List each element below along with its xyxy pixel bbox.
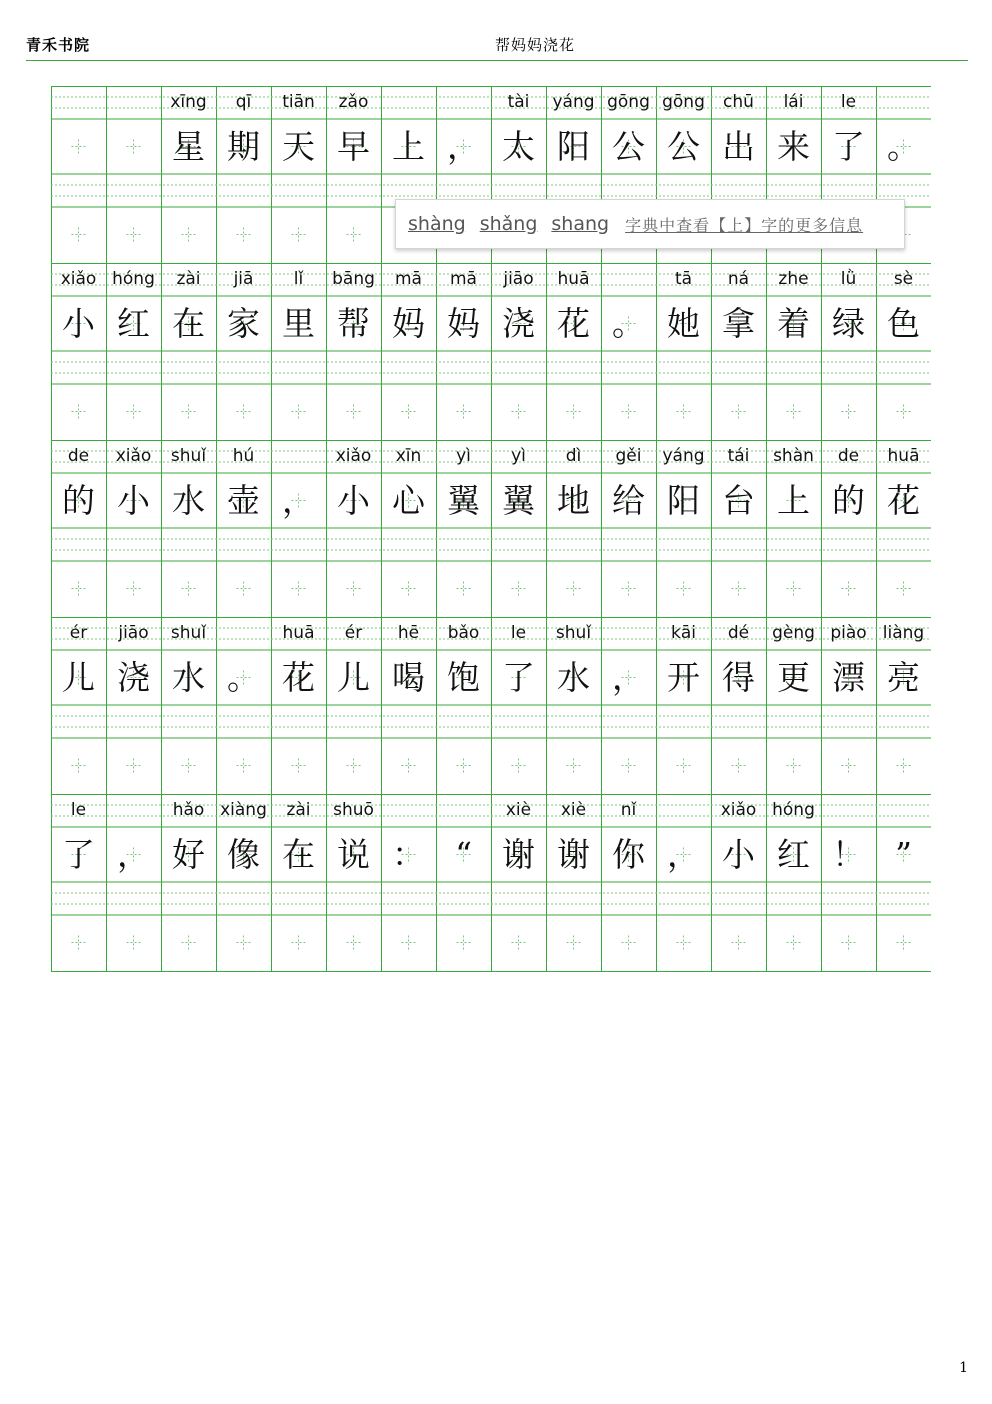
grid-cell	[491, 263, 546, 440]
grid-cell	[51, 86, 106, 263]
grid-cell	[326, 440, 381, 617]
pinyin-text: tiān	[282, 92, 315, 112]
pinyin-text: dé	[727, 623, 750, 643]
pinyin-text: zài	[286, 800, 311, 820]
pinyin-text: bāng	[332, 269, 375, 289]
hanzi-char[interactable]: 星	[172, 127, 205, 166]
grid-cell	[546, 440, 601, 617]
text-row	[51, 617, 931, 794]
hanzi-char[interactable]: 小	[62, 304, 95, 343]
page-number: 1	[959, 1360, 968, 1376]
grid-cell	[326, 794, 381, 971]
hanzi-char[interactable]: 天	[282, 127, 315, 166]
hanzi-char[interactable]: 心	[392, 481, 425, 520]
pinyin-text: shuō	[333, 800, 374, 820]
pinyin-text: le	[840, 92, 857, 112]
grid-cell	[326, 86, 381, 263]
pinyin-text: liàng	[882, 623, 925, 643]
hanzi-char[interactable]: 在	[282, 835, 315, 874]
pinyin-text	[870, 794, 937, 827]
pinyin-text: sè	[893, 269, 914, 289]
hanzi-char[interactable]: 地	[557, 481, 590, 520]
hanzi-char[interactable]: 里	[282, 304, 315, 343]
pinyin-text: xiè	[505, 800, 532, 820]
hanzi-char[interactable]: ，	[282, 481, 315, 520]
grid-cell	[876, 263, 931, 440]
grid-cell	[271, 440, 326, 617]
hanzi-char[interactable]: 小	[722, 835, 755, 874]
grid-cell	[51, 617, 106, 794]
hanzi-char[interactable]: 水	[172, 658, 205, 697]
grid-cell	[161, 794, 216, 971]
pinyin-text: gěi	[615, 446, 642, 466]
grid-cell	[821, 794, 876, 971]
grid-cell	[601, 440, 656, 617]
pinyin-text: hóng	[112, 269, 155, 289]
grid-cell	[381, 794, 436, 971]
hanzi-char[interactable]: ”	[895, 835, 912, 874]
grid-cell	[766, 263, 821, 440]
hanzi-char[interactable]: 早	[337, 127, 370, 166]
hanzi-char[interactable]: 太	[502, 127, 535, 166]
grid-cell	[106, 794, 161, 971]
hanzi-char[interactable]: 翼	[447, 481, 480, 520]
grid-cell	[766, 617, 821, 794]
pinyin-text: yì	[511, 446, 526, 466]
hanzi-char[interactable]: 阳	[557, 127, 590, 166]
hanzi-char[interactable]	[51, 119, 106, 174]
pinyin-text: lái	[783, 92, 804, 112]
pinyin-text: xiàng	[220, 800, 267, 820]
hanzi-char[interactable]: 饱	[447, 658, 480, 697]
hanzi-char[interactable]: 水	[557, 658, 590, 697]
pinyin-text: zhe	[778, 269, 809, 289]
grid-cell	[821, 263, 876, 440]
hanzi-char[interactable]: ：	[392, 835, 425, 874]
pinyin-text: ná	[727, 269, 750, 289]
grid-cell	[601, 794, 656, 971]
grid-cell	[216, 263, 271, 440]
hanzi-char[interactable]: 漂	[832, 658, 865, 697]
hanzi-char[interactable]: 红	[777, 835, 810, 874]
dictionary-link[interactable]: 字典中查看【上】字的更多信息	[625, 215, 864, 235]
grid-cell	[876, 794, 931, 971]
grid-cell	[161, 263, 216, 440]
hanzi-char[interactable]: 谢	[557, 835, 590, 874]
hanzi-char[interactable]: 翼	[502, 481, 535, 520]
grid-cell	[106, 440, 161, 617]
pinyin-text: gōng	[662, 92, 705, 112]
hanzi-char[interactable]: “	[455, 835, 472, 874]
grid-cell	[436, 263, 491, 440]
pinyin-text: huā	[887, 446, 920, 466]
hanzi-char[interactable]: 水	[172, 481, 205, 520]
pinyin-text: xiǎo	[115, 446, 152, 466]
pinyin-text: qī	[235, 92, 252, 112]
pinyin-text: dì	[565, 446, 582, 466]
hanzi-char[interactable]: ，	[667, 835, 700, 874]
grid-cell	[546, 617, 601, 794]
grid-cell	[106, 263, 161, 440]
pinyin-text: gōng	[607, 92, 650, 112]
grid-cell	[491, 617, 546, 794]
hanzi-char[interactable]: 了	[832, 127, 865, 166]
hanzi-char[interactable]: 拿	[722, 304, 755, 343]
grid-cell	[216, 617, 271, 794]
grid-cell	[106, 617, 161, 794]
hanzi-char[interactable]: 了	[502, 658, 535, 697]
header-divider	[26, 60, 968, 61]
hanzi-char[interactable]: 。	[887, 127, 920, 166]
hanzi-char[interactable]: 花	[557, 304, 590, 343]
grid-cell	[161, 617, 216, 794]
tooltip-pinyin-option[interactable]: shǎng	[479, 213, 538, 235]
hanzi-char[interactable]: 。	[612, 304, 645, 343]
grid-cell	[106, 86, 161, 263]
hanzi-char[interactable]: 家	[227, 304, 260, 343]
grid-cell	[271, 794, 326, 971]
pinyin-text: le	[510, 623, 527, 643]
pinyin-text: hē	[397, 623, 420, 643]
pinyin-text: jiāo	[118, 623, 149, 643]
hanzi-char[interactable]: 得	[722, 658, 755, 697]
grid-cell	[656, 440, 711, 617]
hanzi-char[interactable]: 谢	[502, 835, 535, 874]
pinyin-text: shuǐ	[555, 623, 592, 643]
grid-cell	[491, 794, 546, 971]
pinyin-text: yáng	[662, 446, 705, 466]
grid-cell	[271, 86, 326, 263]
hanzi-char[interactable]: 红	[117, 304, 150, 343]
grid-cell	[271, 263, 326, 440]
hanzi-char[interactable]: ，	[612, 658, 645, 697]
grid-cell	[381, 263, 436, 440]
pinyin-text: kāi	[671, 623, 696, 643]
hanzi-char[interactable]: 绿	[832, 304, 865, 343]
hanzi-char[interactable]: 说	[337, 835, 370, 874]
hanzi-char[interactable]: 妈	[392, 304, 425, 343]
hanzi-char[interactable]: 妈	[447, 304, 480, 343]
pinyin-text: de	[837, 446, 860, 466]
pinyin-text: xiè	[560, 800, 587, 820]
grid-cell	[51, 263, 106, 440]
hanzi-char[interactable]: 色	[887, 304, 920, 343]
grid-cell	[326, 263, 381, 440]
pinyin-text: jiā	[233, 269, 254, 289]
grid-cell	[436, 617, 491, 794]
hanzi-char[interactable]: ，	[447, 127, 480, 166]
grid-cell	[821, 440, 876, 617]
hanzi-char[interactable]: 好	[172, 835, 205, 874]
grid-cell	[876, 617, 931, 794]
grid-cell	[161, 86, 216, 263]
pinyin-tooltip	[395, 199, 905, 249]
grid-cell	[711, 617, 766, 794]
grid-cell	[601, 617, 656, 794]
hanzi-char[interactable]: 了	[62, 835, 95, 874]
pinyin-text: mā	[395, 269, 422, 289]
hanzi-char[interactable]: 阳	[667, 481, 700, 520]
pinyin-text: tài	[507, 92, 530, 112]
grid-cell	[546, 263, 601, 440]
publisher-name: 青禾书院	[26, 36, 91, 54]
grid-cell	[656, 794, 711, 971]
pinyin-text: zǎo	[338, 92, 369, 112]
pinyin-text: ér	[69, 623, 88, 643]
grid-cell	[216, 440, 271, 617]
hanzi-char[interactable]: 亮	[887, 658, 920, 697]
pinyin-text: ér	[344, 623, 363, 643]
hanzi-char[interactable]: 小	[337, 481, 370, 520]
hanzi-char[interactable]: 的	[62, 481, 95, 520]
tooltip-pinyin-option[interactable]: shang	[551, 213, 610, 235]
grid-cell	[436, 440, 491, 617]
grid-cell	[216, 794, 271, 971]
grid-cell	[601, 263, 656, 440]
grid-cell	[656, 263, 711, 440]
hanzi-char[interactable]: 帮	[337, 304, 370, 343]
hanzi-char[interactable]: ！	[832, 835, 865, 874]
pinyin-text: le	[70, 800, 87, 820]
grid-cell	[381, 440, 436, 617]
grid-cell	[711, 263, 766, 440]
hanzi-char[interactable]	[106, 119, 161, 174]
pinyin-text: jiāo	[503, 269, 534, 289]
pinyin-text: lǜ	[840, 269, 857, 289]
hanzi-char[interactable]: 上	[392, 127, 425, 166]
hanzi-char[interactable]: 小	[117, 481, 150, 520]
pinyin-text: zài	[176, 269, 201, 289]
hanzi-char[interactable]: 你	[612, 835, 645, 874]
pinyin-text: xīng	[170, 92, 207, 112]
hanzi-char[interactable]: 更	[777, 658, 810, 697]
hanzi-char[interactable]: 浇	[117, 658, 150, 697]
text-row	[51, 263, 931, 440]
pinyin-text	[870, 86, 937, 119]
pinyin-text: xiǎo	[335, 446, 372, 466]
hanzi-char[interactable]: 壶	[227, 481, 260, 520]
grid-cell	[656, 617, 711, 794]
pinyin-text: xiǎo	[720, 800, 757, 820]
hanzi-char[interactable]: 像	[227, 835, 260, 874]
pinyin-text: bǎo	[447, 623, 480, 643]
pinyin-text: gèng	[772, 623, 815, 643]
hanzi-char[interactable]: 着	[777, 304, 810, 343]
hanzi-char[interactable]: 在	[172, 304, 205, 343]
pinyin-text: shàn	[773, 446, 814, 466]
grid-cell	[821, 617, 876, 794]
hanzi-char[interactable]: 浇	[502, 304, 535, 343]
grid-cell	[51, 440, 106, 617]
grid-cell	[711, 794, 766, 971]
grid-cell	[491, 440, 546, 617]
hanzi-char[interactable]: 出	[722, 127, 755, 166]
hanzi-char[interactable]: 给	[612, 481, 645, 520]
grid-cell	[51, 794, 106, 971]
hanzi-char[interactable]: 期	[227, 127, 260, 166]
grid-cell	[271, 617, 326, 794]
pinyin-text: chū	[723, 92, 754, 112]
grid-cell	[711, 440, 766, 617]
pinyin-text: xiǎo	[60, 269, 97, 289]
pinyin-text: hú	[232, 446, 255, 466]
hanzi-char[interactable]: 公	[612, 127, 645, 166]
tooltip-pinyin-option[interactable]: shàng	[408, 213, 466, 235]
text-row	[51, 440, 931, 617]
hanzi-char[interactable]: 花	[887, 481, 920, 520]
hanzi-char[interactable]: 儿	[62, 658, 95, 697]
hanzi-char[interactable]: 公	[667, 127, 700, 166]
pinyin-text: huā	[282, 623, 315, 643]
document-title: 帮妈妈浇花	[494, 36, 575, 54]
grid-cell	[436, 794, 491, 971]
hanzi-char[interactable]: 的	[832, 481, 865, 520]
hanzi-char[interactable]: ，	[117, 835, 150, 874]
hanzi-char[interactable]: 儿	[337, 658, 370, 697]
pinyin-text: shuǐ	[170, 446, 207, 466]
pinyin-text: mā	[450, 269, 477, 289]
pinyin-text: hóng	[772, 800, 815, 820]
hanzi-char[interactable]: 她	[667, 304, 700, 343]
grid-cell	[216, 86, 271, 263]
text-row	[51, 794, 931, 971]
pinyin-text: lǐ	[293, 269, 304, 289]
hanzi-char[interactable]: 上	[777, 481, 810, 520]
pinyin-text: yì	[456, 446, 471, 466]
grid-cell	[876, 440, 931, 617]
pinyin-text: de	[67, 446, 90, 466]
grid-cell	[326, 617, 381, 794]
pinyin-text: tā	[674, 269, 693, 289]
pinyin-text: xīn	[395, 446, 422, 466]
hanzi-char[interactable]: 开	[667, 658, 700, 697]
grid-cell	[766, 440, 821, 617]
hanzi-char[interactable]: 来	[777, 127, 810, 166]
pinyin-text: yáng	[552, 92, 595, 112]
pinyin-text: tái	[727, 446, 750, 466]
hanzi-char[interactable]: 花	[282, 658, 315, 697]
grid-cell	[766, 794, 821, 971]
hanzi-char[interactable]: 。	[227, 658, 260, 697]
grid-cell	[381, 617, 436, 794]
hanzi-char[interactable]: 喝	[392, 658, 425, 697]
pinyin-text: nǐ	[620, 800, 637, 820]
pinyin-text: shuǐ	[170, 623, 207, 643]
pinyin-text: huā	[557, 269, 590, 289]
pinyin-text: hǎo	[172, 800, 205, 820]
grid-cell	[546, 794, 601, 971]
pinyin-text: piào	[830, 623, 867, 643]
grid-cell	[161, 440, 216, 617]
hanzi-char[interactable]: 台	[722, 481, 755, 520]
